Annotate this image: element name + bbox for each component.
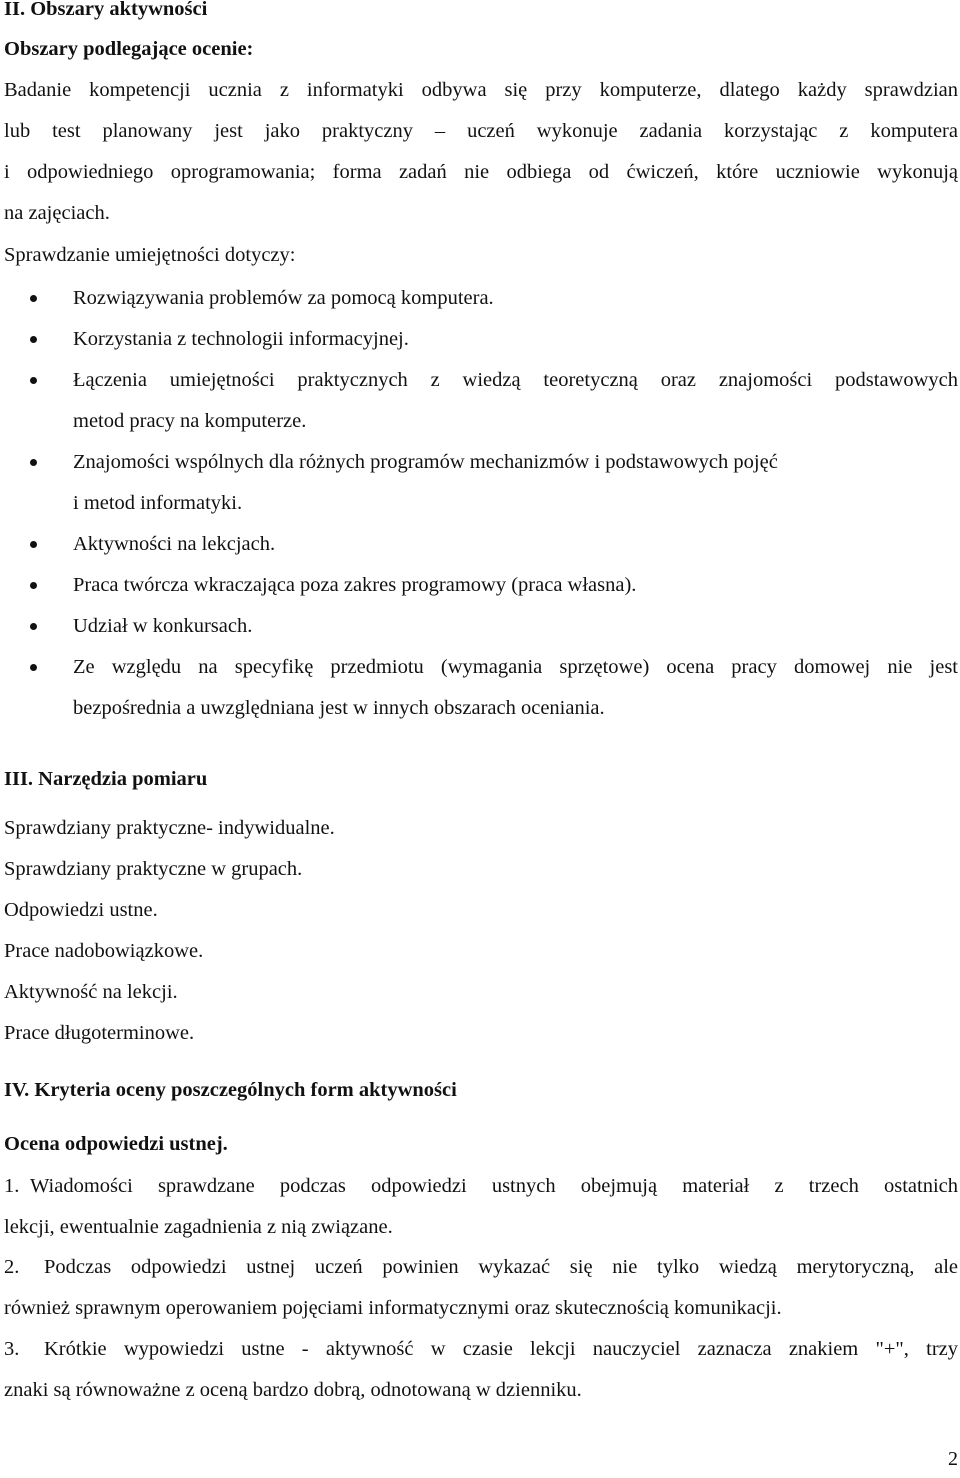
item-text: również sprawnym operowaniem pojęciami informatycznymi oraz skutecznością komunikacji. xyxy=(4,1297,782,1319)
list-item xyxy=(4,524,958,565)
numbered-list xyxy=(4,1166,958,1411)
list-item: Aktywność na lekcji. xyxy=(4,981,178,1003)
list-item-text: metod pracy na komputerze. xyxy=(73,410,307,432)
bullet-icon xyxy=(30,623,37,630)
list-item-text: Łączenia umiejętności praktycznych z wiedzą teoretyczną oraz znajomości podstawowych xyxy=(73,369,958,391)
list-item-text: Aktywności na lekcjach. xyxy=(73,533,276,555)
numbered-item xyxy=(4,1247,958,1329)
paragraph-line: Badanie kompetencji ucznia z informatyki odbywa się przy komputerze, dlatego każdy sprawdzian xyxy=(4,79,958,101)
paragraph-line: lub test planowany jest jako praktyczny – uczeń wykonuje zadania korzystając z komputera xyxy=(4,120,958,142)
list-item xyxy=(4,565,958,606)
check-label: Sprawdzanie umiejętności dotyczy: xyxy=(4,244,296,266)
list-item xyxy=(4,442,958,524)
item-text: znaki są równoważne z oceną bardzo dobrą, odnotowaną w dzienniku. xyxy=(4,1379,582,1401)
section-subheading: Obszary podlegające ocenie: xyxy=(4,38,254,60)
list-item-text: Korzystania z technologii informacyjnej. xyxy=(73,328,409,350)
list-item-text: Rozwiązywania problemów za pomocą komputera. xyxy=(73,287,494,309)
item-number: 2. xyxy=(4,1256,20,1278)
paragraph-line: i odpowiedniego oprogramowania; forma zadań nie odbiega od ćwiczeń, które uczniowie wykonują xyxy=(4,161,958,183)
list-item xyxy=(4,360,958,442)
item-number: 3. xyxy=(4,1338,20,1360)
list-item xyxy=(4,278,958,319)
list-item xyxy=(4,647,958,729)
item-number: 1. xyxy=(4,1175,20,1197)
bullet-icon xyxy=(30,336,37,343)
bullet-icon xyxy=(30,459,37,466)
list-item: Sprawdziany praktyczne- indywidualne. xyxy=(4,817,335,839)
section-heading: III. Narzędzia pomiaru xyxy=(4,768,208,790)
list-item: Prace długoterminowe. xyxy=(4,1022,195,1044)
item-text: Krótkie wypowiedzi ustne - aktywność w czasie lekcji nauczyciel zaznacza znakiem "+", trzy xyxy=(44,1338,958,1360)
list-item: Prace nadobowiązkowe. xyxy=(4,940,204,962)
list-item-text: Ze względu na specyfikę przedmiotu (wymagania sprzętowe) ocena pracy domowej nie jest xyxy=(73,656,958,678)
bullet-icon xyxy=(30,541,37,548)
section-subheading: Ocena odpowiedzi ustnej. xyxy=(4,1133,228,1155)
item-text: Wiadomości sprawdzane podczas odpowiedzi ustnych obejmują materiał z trzech ostatnich xyxy=(30,1175,958,1197)
page-number: 2 xyxy=(948,1448,958,1470)
bullet-list xyxy=(4,278,958,729)
intro-paragraph xyxy=(4,70,958,234)
section-heading: II. Obszary aktywności xyxy=(4,0,208,20)
list-item-text: bezpośrednia a uwzględniana jest w innych obszarach oceniania. xyxy=(73,697,605,719)
bullet-icon xyxy=(30,295,37,302)
bullet-icon xyxy=(30,664,37,671)
list-item xyxy=(4,606,958,647)
list-item-text: Znajomości wspólnych dla różnych programów mechanizmów i podstawowych pojęć xyxy=(73,451,778,473)
numbered-item xyxy=(4,1329,958,1411)
item-text: lekcji, ewentualnie zagadnienia z nią związane. xyxy=(4,1216,393,1238)
paragraph-line: na zajęciach. xyxy=(4,202,110,224)
item-text: Podczas odpowiedzi ustnej uczeń powinien wykazać się nie tylko wiedzą merytoryczną, ale xyxy=(44,1256,958,1278)
list-item-text: i metod informatyki. xyxy=(73,492,243,514)
list-item: Sprawdziany praktyczne w grupach. xyxy=(4,858,303,880)
list-item: Odpowiedzi ustne. xyxy=(4,899,158,921)
numbered-item xyxy=(4,1166,958,1248)
section-heading: IV. Kryteria oceny poszczególnych form aktywności xyxy=(4,1079,457,1101)
list-item-text: Praca twórcza wkraczająca poza zakres programowy (praca własna). xyxy=(73,574,637,596)
bullet-icon xyxy=(30,582,37,589)
list-item-text: Udział w konkursach. xyxy=(73,615,253,637)
tools-list xyxy=(4,808,335,1054)
bullet-icon xyxy=(30,377,37,384)
list-item xyxy=(4,319,958,360)
